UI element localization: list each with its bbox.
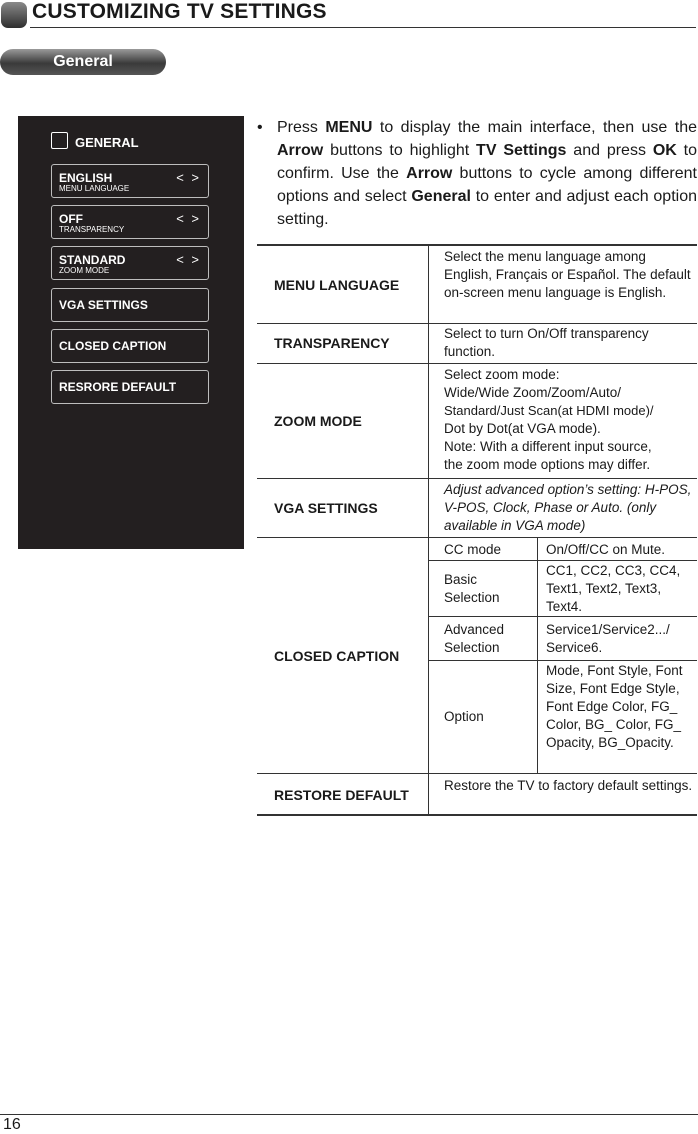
table-row-divider	[257, 478, 697, 479]
menu-item-transparency	[51, 205, 209, 239]
menu-item-caption: TRANSPARENCY	[59, 225, 125, 234]
cc-option-value: Service1/Service2.../ Service6.	[546, 622, 670, 655]
table-row-divider	[257, 773, 697, 774]
header-divider	[30, 27, 696, 28]
menu-heading: GENERAL	[75, 135, 139, 150]
menu-item-value: ENGLISH	[59, 171, 113, 185]
subtable-row-divider	[428, 560, 697, 561]
cc-option-name: Option	[444, 709, 484, 724]
header-badge-icon	[1, 2, 27, 28]
subtable-row-divider	[428, 616, 697, 617]
menu-item-label: RESRORE DEFAULT	[59, 380, 177, 394]
table-top-border	[257, 244, 697, 246]
setting-description: Select the menu language among English, Français or Español. The default on-screen menu language is English.	[444, 249, 691, 300]
page-number: 16	[3, 1116, 21, 1133]
left-right-arrows-icon: < >	[176, 252, 201, 267]
setting-description: Adjust advanced option’s setting: H-POS, V-POS, Clock, Phase or Auto. (only available in VGA mode)	[444, 482, 692, 533]
menu-item-value: STANDARD	[59, 253, 126, 267]
page-title: CUSTOMIZING TV SETTINGS	[32, 0, 327, 23]
left-right-arrows-icon: < >	[176, 170, 201, 185]
setting-label: CLOSED CAPTION	[274, 648, 400, 664]
menu-item-zoom-mode	[51, 246, 209, 280]
table-bottom-border	[257, 814, 697, 816]
cc-option-name: CC mode	[444, 542, 502, 557]
setting-label: ZOOM MODE	[274, 413, 362, 429]
cc-option-value: Mode, Font Style, Font Size, Font Edge Style, Font Edge Color, FG_ Color, BG_ Color, FG_ Opacity, BG_Opacity.	[546, 663, 683, 750]
checkbox-icon	[51, 132, 68, 149]
section-label: General	[0, 49, 166, 75]
table-column-divider	[428, 246, 429, 814]
setting-description: Select to turn On/Off transparency function.	[444, 326, 649, 359]
table-row-divider	[257, 363, 697, 364]
menu-item-label: CLOSED CAPTION	[59, 339, 167, 353]
menu-item-vga-settings	[51, 288, 209, 322]
setting-label: RESTORE DEFAULT	[274, 787, 409, 803]
menu-item-closed-caption	[51, 329, 209, 363]
menu-item-caption: ZOOM MODE	[59, 266, 110, 275]
menu-item-caption: MENU LANGUAGE	[59, 184, 130, 193]
menu-item-restore-default	[51, 370, 209, 404]
setting-description: Select zoom mode: Wide/Wide Zoom/Zoom/Auto/ Standard/Just Scan(at HDMI mode)/ Dot by Dot(at VGA mode). Note: With a different input source, the zoom mode options may differ.	[444, 367, 654, 472]
cc-option-name: Basic Selection	[444, 572, 500, 605]
cc-option-value: On/Off/CC on Mute.	[546, 542, 666, 557]
menu-item-value: OFF	[59, 212, 83, 226]
bullet: •	[257, 119, 263, 136]
cc-option-value: CC1, CC2, CC3, CC4, Text1, Text2, Text3, Text4.	[546, 563, 681, 614]
setting-description: Restore the TV to factory default settings.	[444, 778, 693, 793]
left-right-arrows-icon: < >	[176, 211, 201, 226]
setting-label: MENU LANGUAGE	[274, 277, 400, 293]
footer-divider	[0, 1114, 698, 1115]
cc-option-name: Advanced Selection	[444, 622, 505, 655]
menu-item-label: VGA SETTINGS	[59, 298, 148, 312]
setting-label: TRANSPARENCY	[274, 335, 390, 351]
table-row-divider	[257, 323, 697, 324]
subtable-row-divider	[428, 660, 697, 661]
setting-label: VGA SETTINGS	[274, 500, 378, 516]
table-row-divider	[257, 537, 697, 538]
subtable-column-divider	[537, 538, 538, 773]
menu-item-language	[51, 164, 209, 198]
instruction-paragraph: • Press MENU to display the main interface, then use the Arrow buttons to highlight TV Settings and press OK to confirm. Use the Arrow buttons to cycle among different options and select General to enter and adjust each option setting.	[257, 116, 697, 231]
